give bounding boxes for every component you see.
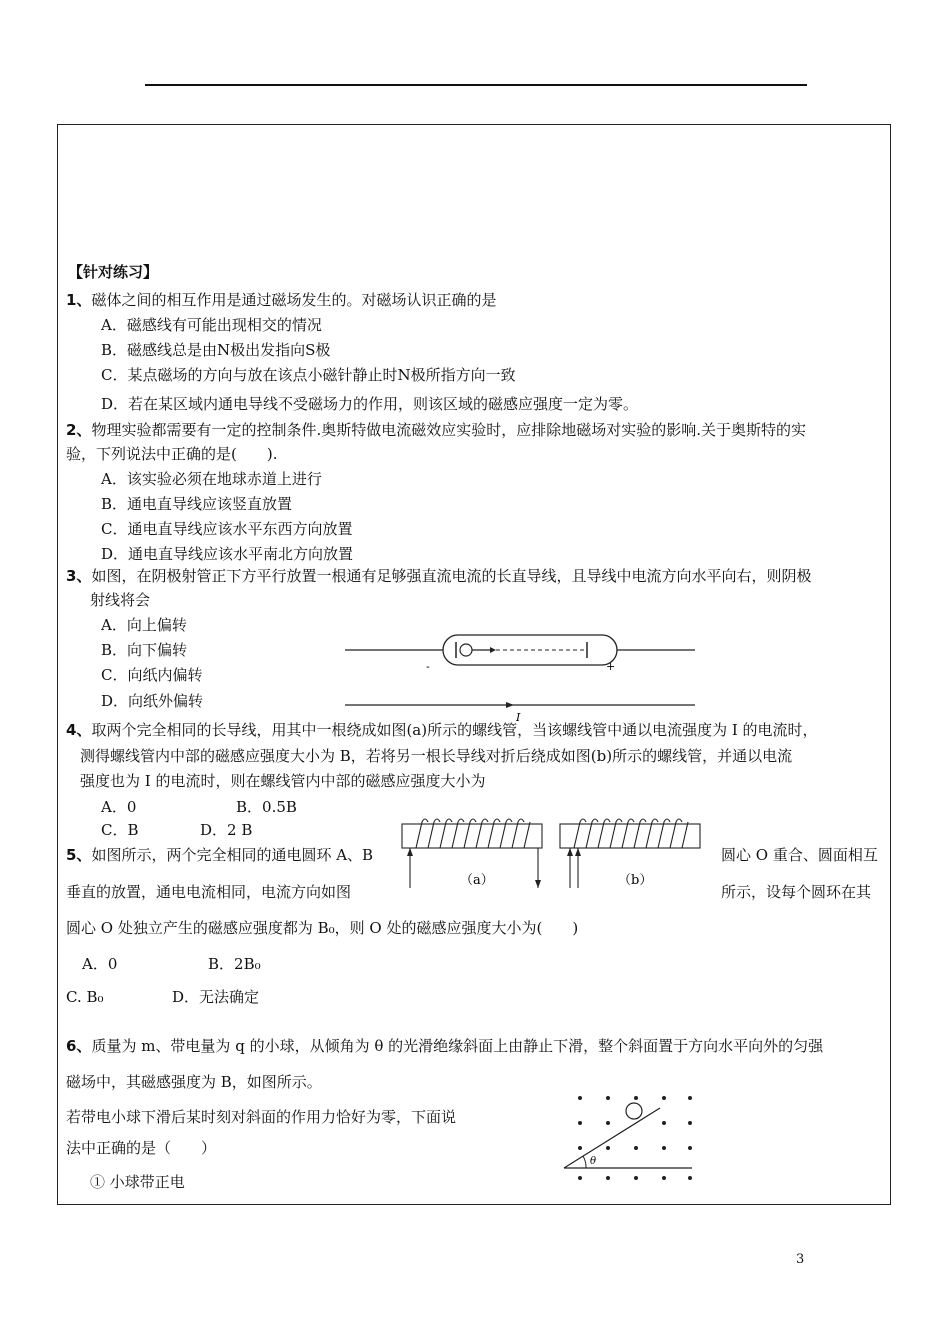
- question-1: [66, 290, 496, 310]
- q2-option-c: C．通电直导线应该水平东西方向放置: [101, 520, 353, 538]
- question-stem: 物理实验都需要有一定的控制条件.奥斯特做电流磁效应实验时，应排除地磁场对实验的影响.关于奥斯特的实: [91, 421, 806, 439]
- q3-option-a: A．向上偏转: [101, 616, 187, 634]
- q5-line1-right: 圆心 O 重合、圆面相互: [721, 846, 878, 864]
- question-stem: 取两个完全相同的长导线，用其中一根绕成如图(a)所示的螺线管，当该螺线管中通以电流强度为 I 的电流时，: [91, 721, 818, 739]
- question-5: [66, 845, 373, 865]
- q2-option-a: A．该实验必须在地球赤道上进行: [101, 470, 322, 488]
- q1-option-d: D．若在某区域内通电导线不受磁场力的作用，则该区域的磁感应强度一定为零。: [101, 395, 639, 413]
- q5-option-d: D．无法确定: [172, 988, 260, 1006]
- question-stem: 如图所示，两个完全相同的通电圆环 A、B: [91, 846, 374, 864]
- q5-option-c: C. B₀: [66, 988, 104, 1006]
- current-label: I: [516, 711, 521, 724]
- question-stem: 磁体之间的相互作用是通过磁场发生的。对磁场认识正确的是: [91, 291, 497, 309]
- q5-line2-left: 垂直的放置，通电电流相同，电流方向如图: [66, 883, 352, 901]
- question-6: [66, 1036, 823, 1056]
- section-title: 【针对练习】: [68, 263, 159, 281]
- plus-label: +: [606, 660, 616, 673]
- q6-line5: ① 小球带正电: [90, 1173, 185, 1191]
- question-stem: 质量为 m、带电量为 q 的小球，从倾角为 θ 的光滑绝缘斜面上由静止下滑，整个斜面置于方向水平向外的匀强: [91, 1037, 824, 1055]
- fig-a-label: （a）: [460, 873, 494, 888]
- q4-option-b: B．0.5B: [236, 798, 297, 816]
- q1-option-c: C．某点磁场的方向与放在该点小磁针静止时N极所指方向一致: [101, 366, 516, 384]
- q6-line2: 磁场中，其磁感强度为 B，如图所示。: [66, 1073, 322, 1091]
- q4-line3: 强度也为 I 的电流时，则在螺线管内中部的磁感应强度大小为: [80, 772, 486, 790]
- q5-option-a: A．0: [82, 955, 118, 973]
- cathode-ray-tube-figure: [340, 625, 700, 725]
- question-stem: 如图，在阴极射管正下方平行放置一根通有足够强直流电流的长直导线，且导线中电流方向水平向右，则阴极: [91, 567, 812, 585]
- minus-label: -: [426, 660, 430, 673]
- question-2: [66, 420, 806, 440]
- q5-line2-right: 所示，设每个圆环在其: [721, 883, 872, 901]
- question-number: 3、: [66, 567, 92, 585]
- question-number: 2、: [66, 421, 92, 439]
- question-number: 5、: [66, 846, 92, 864]
- q3-option-b: B．向下偏转: [101, 641, 188, 659]
- fig-b-label: （b）: [618, 873, 653, 888]
- q3-stem-line2: 射线将会: [90, 591, 151, 609]
- theta-label: θ: [590, 1156, 597, 1167]
- solenoid-figure: [398, 812, 718, 892]
- q6-line4: 法中正确的是（ ）: [66, 1139, 217, 1157]
- q1-option-a: A．磁感线有可能出现相交的情况: [101, 316, 322, 334]
- q5-option-b: B．2B₀: [208, 955, 261, 973]
- q2-option-b: B．通电直导线应该竖直放置: [101, 495, 293, 513]
- question-number: 4、: [66, 721, 92, 739]
- page-number: 3: [796, 1252, 805, 1267]
- incline-figure: [560, 1090, 700, 1190]
- q2-option-d: D．通电直导线应该水平南北方向放置: [101, 545, 354, 563]
- q2-stem-line2: 验，下列说法中正确的是( ).: [66, 445, 278, 463]
- q3-option-d: D．向纸外偏转: [101, 692, 204, 710]
- question-number: 6、: [66, 1037, 92, 1055]
- question-number: 1、: [66, 291, 92, 309]
- question-3: [66, 566, 811, 586]
- q1-option-b: B．磁感线总是由N极出发指向S极: [101, 341, 331, 359]
- q6-line3: 若带电小球下滑后某时刻对斜面的作用力恰好为零，下面说: [66, 1108, 457, 1126]
- q5-line3: 圆心 O 处独立产生的磁感应强度都为 B₀，则 O 处的磁感应强度大小为( ): [66, 919, 579, 937]
- q4-option-a: A．0: [101, 798, 137, 816]
- header-rule: [145, 84, 807, 86]
- q4-option-c: C．B: [101, 821, 139, 839]
- q3-option-c: C．向纸内偏转: [101, 666, 203, 684]
- q4-option-d: D．2 B: [200, 821, 253, 839]
- q4-line2: 测得螺线管内中部的磁感应强度大小为 B，若将另一根长导线对折后绕成如图(b)所示的螺线管，并通以电流: [80, 747, 793, 765]
- question-4: [66, 720, 818, 740]
